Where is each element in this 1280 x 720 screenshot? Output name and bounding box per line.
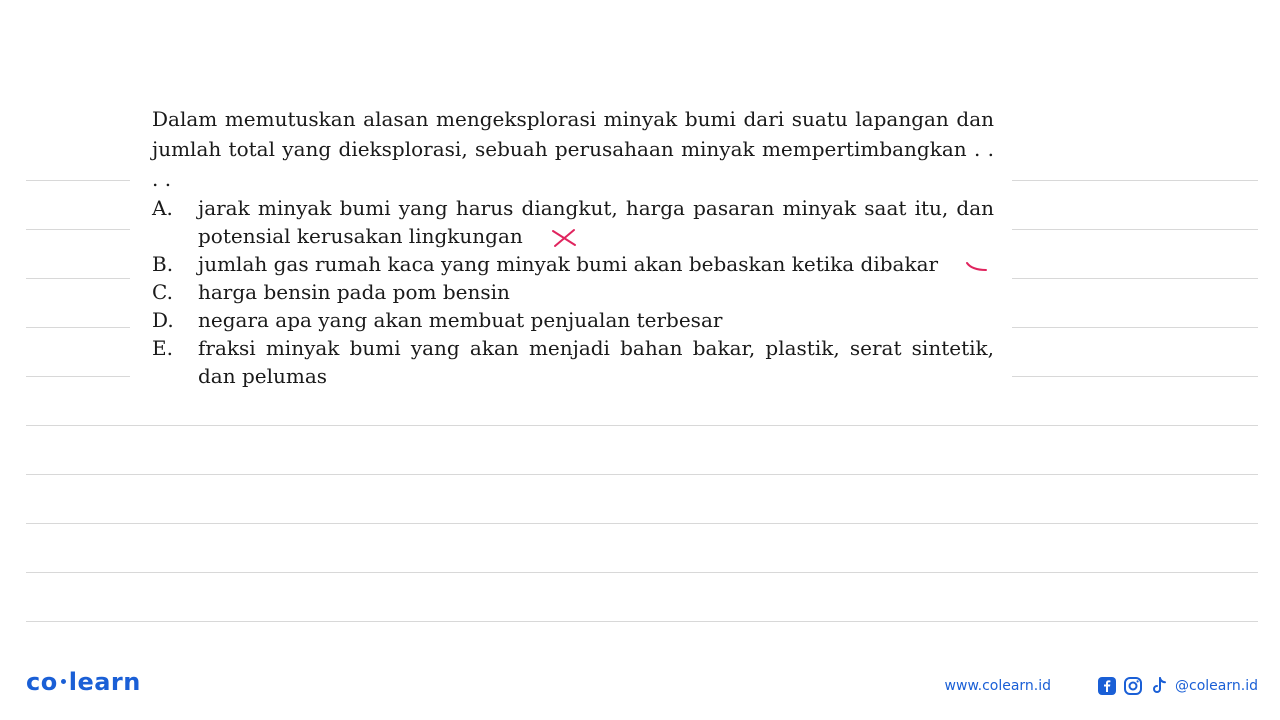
option-letter: D. xyxy=(152,308,174,332)
question-stem: Dalam memutuskan alasan mengeksplorasi minyak bumi dari suatu lapangan dan jumlah total yang dieksplorasi, sebuah perusahaan minyak mempertimbangkan . . . . xyxy=(152,107,994,191)
tiktok-icon[interactable] xyxy=(1149,676,1169,696)
social-handle[interactable]: @colearn.id xyxy=(1175,678,1258,694)
option-b[interactable] xyxy=(152,250,994,278)
option-a[interactable] xyxy=(152,194,994,250)
cross-mark-icon xyxy=(549,227,581,249)
option-text: harga bensin pada pom bensin xyxy=(198,280,510,304)
footer-links xyxy=(945,676,1258,696)
option-letter: C. xyxy=(152,280,173,304)
website-link[interactable]: www.colearn.id xyxy=(944,678,1052,694)
option-d[interactable] xyxy=(152,306,994,334)
option-text: fraksi minyak bumi yang akan menjadi bahan bakar, plastik, serat sintetik, dan pelumas xyxy=(198,336,994,388)
logo-dot xyxy=(61,679,66,684)
question-block xyxy=(152,104,994,390)
option-e[interactable] xyxy=(152,334,994,390)
instagram-icon[interactable] xyxy=(1123,676,1143,696)
option-text: jumlah gas rumah kaca yang minyak bumi akan bebaskan ketika dibakar xyxy=(198,252,939,276)
colearn-logo: co learn xyxy=(26,668,141,696)
option-letter: B. xyxy=(152,252,174,276)
option-text: negara apa yang akan membuat penjualan terbesar xyxy=(198,308,723,332)
option-text: jarak minyak bumi yang harus diangkut, harga pasaran minyak saat itu, dan potensial kerusakan lingkungan xyxy=(198,196,994,248)
check-mark-icon xyxy=(964,258,990,274)
option-letter: E. xyxy=(152,336,173,360)
option-letter: A. xyxy=(152,196,173,220)
option-c[interactable] xyxy=(152,278,994,306)
facebook-icon[interactable] xyxy=(1097,676,1117,696)
